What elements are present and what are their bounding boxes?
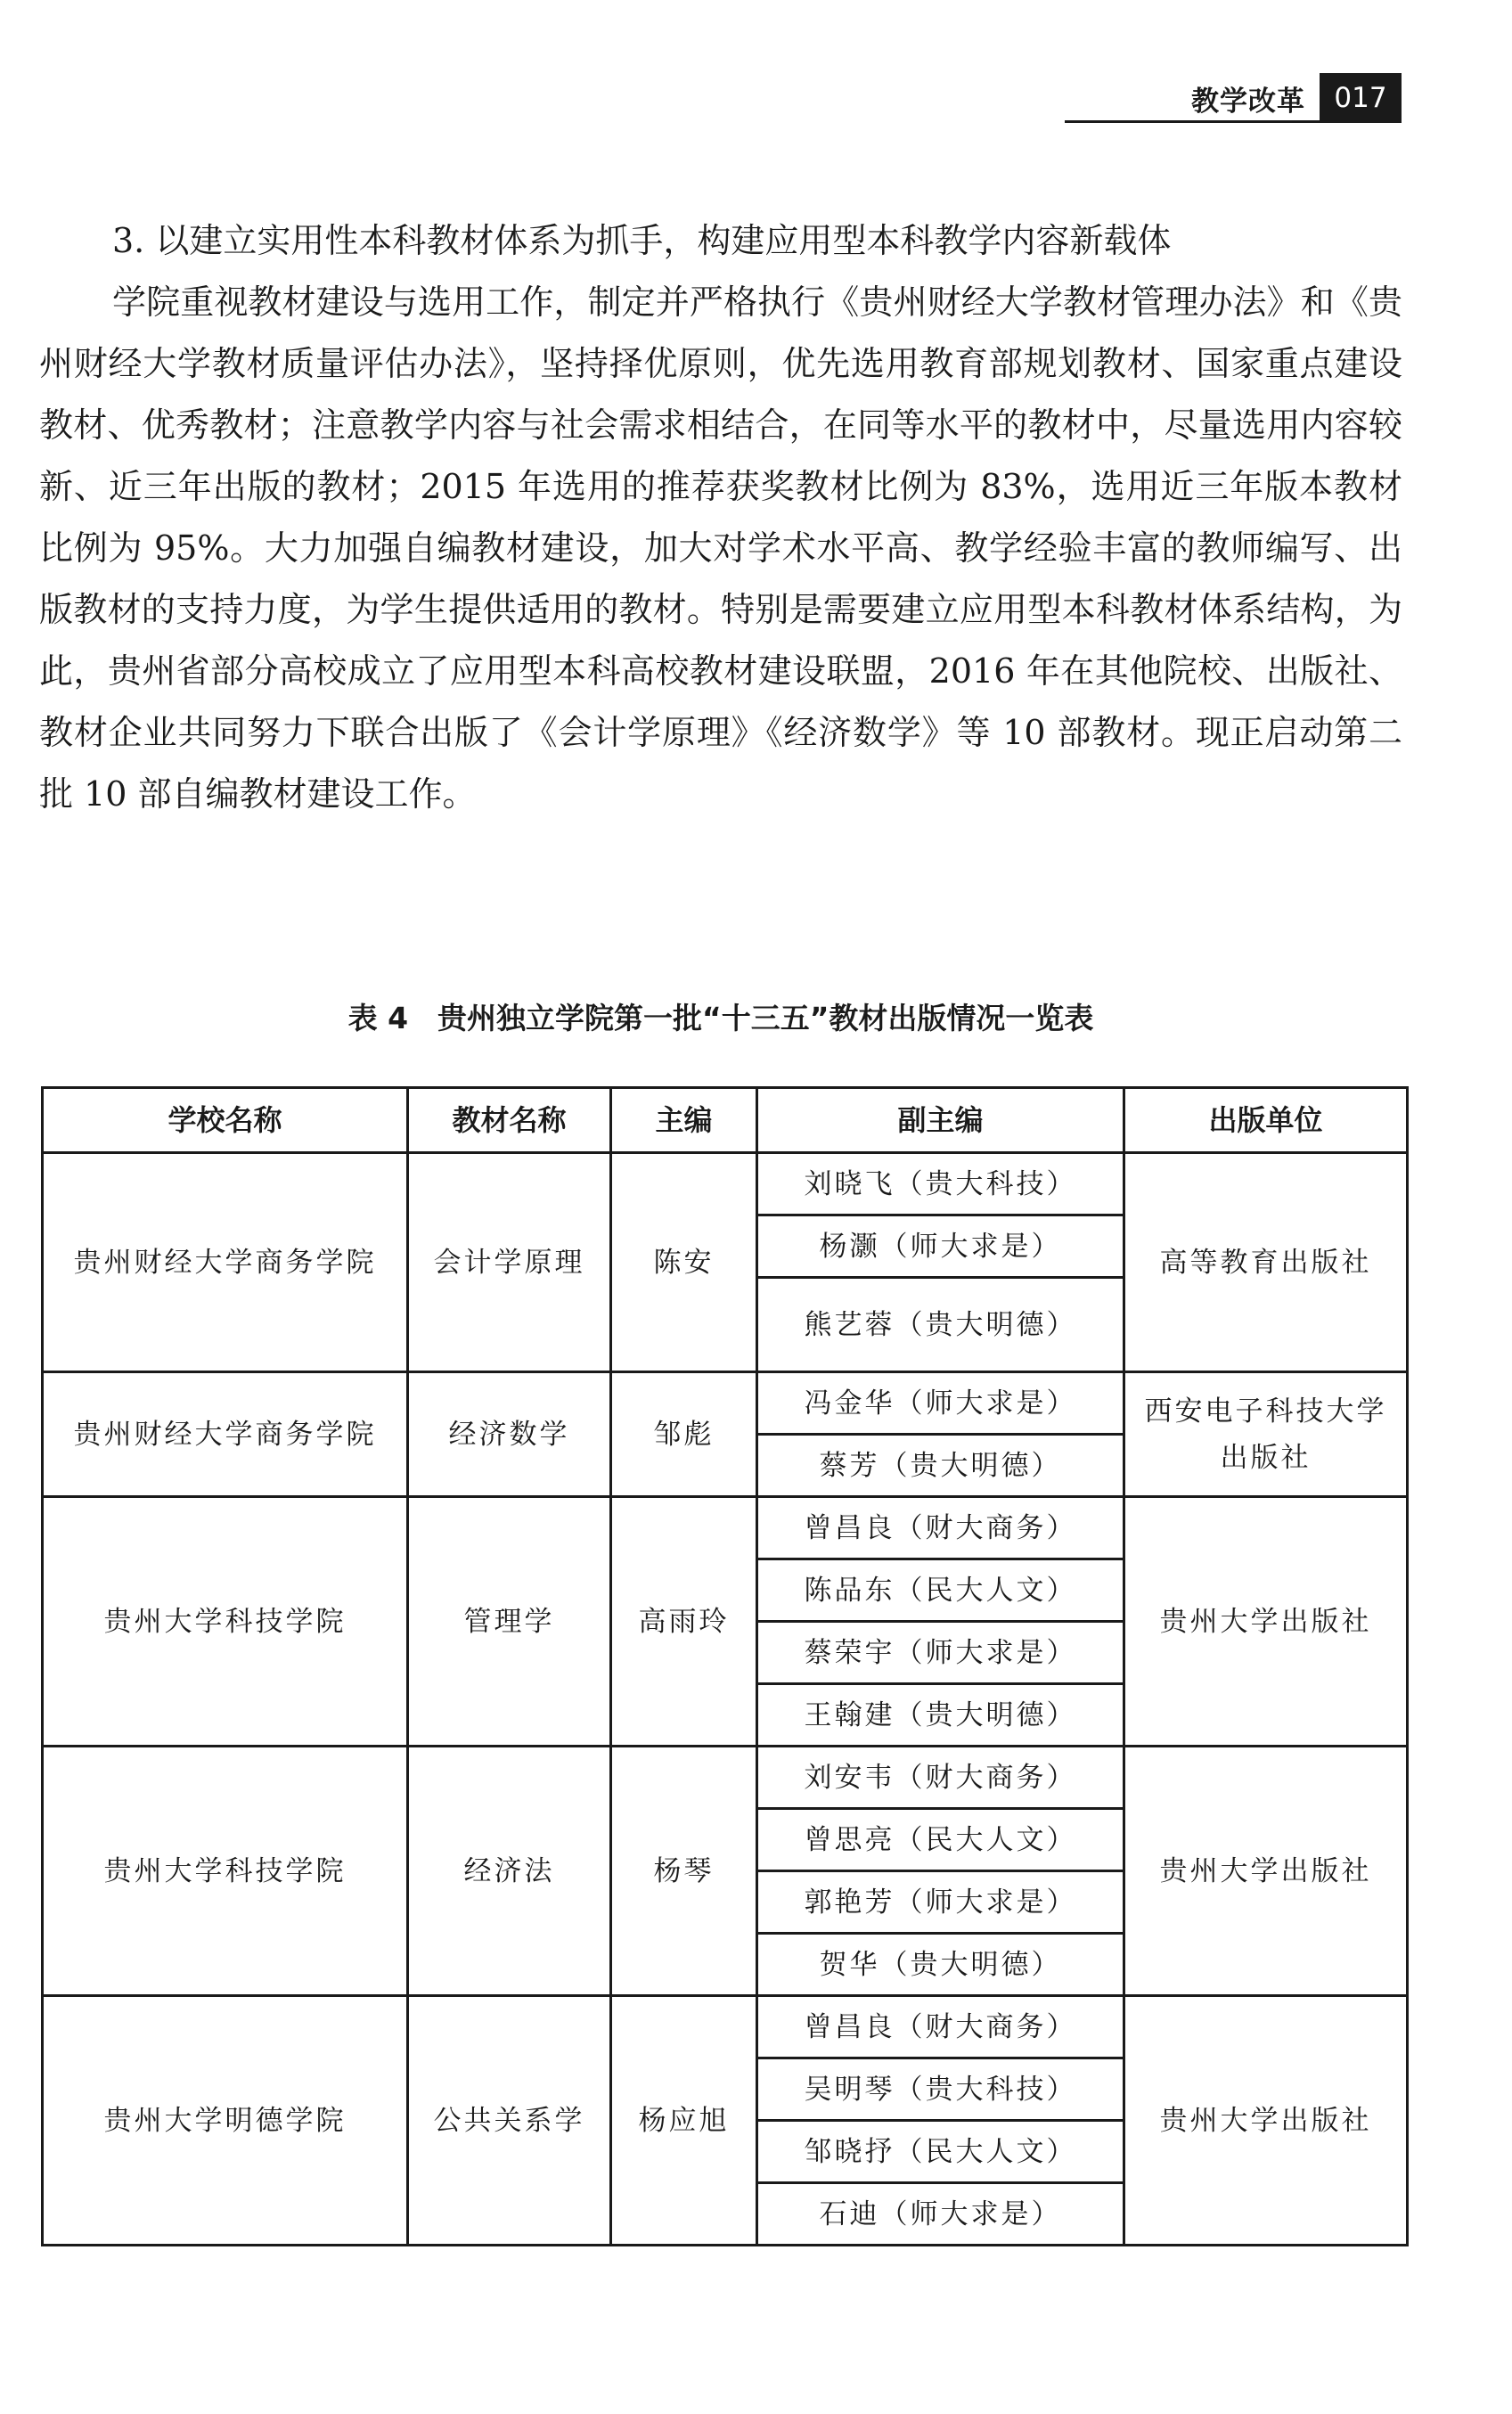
publisher-cell: 贵州大学出版社: [1124, 1996, 1408, 2246]
chief-editor-cell: 杨应旭: [611, 1996, 757, 2246]
body-paragraph: 学院重视教材建设与选用工作，制定并严格执行《贵州财经大学教材管理办法》和《贵州财经大学教材质量评估办法》，坚持择优原则，优先选用教育部规划教材、国家重点建设教材、优秀教材；注意教学内容与社会需求相结合，在同等水平的教材中，尽量选用内容较新、近三年出版的教材；2015 年选用的推荐获奖教材比例为 83%，选用近三年版本教材比例为 95%。大力加强自编教材建设，加大对学术水平高、教学经验丰富的教师编写、出版教材的支持力度，为学生提供适用的教材。特别是需要建立应用型本科教材体系结构，为此，贵州省部分高校成立了应用型本科高校教材建设联盟，2016 年在其他院校、出版社、教材企业共同努力下联合出版了《会计学原理》《经济数学》等 10 部教材。现正启动第二批 10 部自编教材建设工作。: [39, 282, 1402, 814]
chief-editor-cell: 邹彪: [611, 1372, 757, 1497]
textbook-cell: 经济数学: [408, 1372, 611, 1497]
school-cell: 贵州财经大学商务学院: [43, 1372, 408, 1497]
body-text: [39, 209, 1402, 825]
deputy-editor-cell: 王翰建（贵大明德）: [757, 1684, 1124, 1747]
header-cell-publisher: 出版单位: [1124, 1088, 1408, 1153]
deputy-editor-cell: 蔡芳（贵大明德）: [757, 1435, 1124, 1497]
deputy-editor-cell: 石迪（师大求是）: [757, 2183, 1124, 2246]
school-cell: 贵州大学科技学院: [43, 1747, 408, 1996]
textbook-cell: 公共关系学: [408, 1996, 611, 2246]
textbook-cell: 经济法: [408, 1747, 611, 1996]
running-header: [1065, 73, 1402, 128]
publisher-cell: 贵州大学出版社: [1124, 1747, 1408, 1996]
table-header-row: [43, 1088, 1408, 1153]
header-title: 教学改革: [1191, 86, 1305, 118]
deputy-editor-cell: 曾昌良（财大商务）: [757, 1497, 1124, 1559]
header-cell-deputy-editor: 副主编: [757, 1088, 1124, 1153]
table-row: [43, 1747, 1408, 1809]
textbook-cell: 管理学: [408, 1497, 611, 1747]
table-row: [43, 1497, 1408, 1559]
header-rule: [1065, 120, 1320, 123]
publisher-cell: 高等教育出版社: [1124, 1153, 1408, 1372]
deputy-editor-cell: 熊艺蓉（贵大明德）: [757, 1278, 1124, 1372]
school-cell: 贵州大学明德学院: [43, 1996, 408, 2246]
page-number: 017: [1320, 73, 1402, 123]
table-caption: 表 4 贵州独立学院第一批“十三五”教材出版情况一览表: [347, 1001, 1094, 1035]
deputy-editor-cell: 刘安韦（财大商务）: [757, 1747, 1124, 1809]
deputy-editor-cell: 蔡荣宇（师大求是）: [757, 1622, 1124, 1684]
table-row: [43, 1153, 1408, 1215]
deputy-editor-cell: 贺华（贵大明德）: [757, 1934, 1124, 1996]
deputy-editor-cell: 冯金华（师大求是）: [757, 1372, 1124, 1435]
header-cell-textbook: 教材名称: [408, 1088, 611, 1153]
publisher-cell: 贵州大学出版社: [1124, 1497, 1408, 1747]
table-row: [43, 1372, 1408, 1435]
deputy-editor-cell: 曾昌良（财大商务）: [757, 1996, 1124, 2058]
chief-editor-cell: 高雨玲: [611, 1497, 757, 1747]
deputy-editor-cell: 曾思亮（民大人文）: [757, 1809, 1124, 1871]
school-cell: 贵州大学科技学院: [43, 1497, 408, 1747]
textbook-cell: 会计学原理: [408, 1153, 611, 1372]
deputy-editor-cell: 刘晓飞（贵大科技）: [757, 1153, 1124, 1215]
school-cell: 贵州财经大学商务学院: [43, 1153, 408, 1372]
deputy-editor-cell: 郭艳芳（师大求是）: [757, 1871, 1124, 1934]
header-cell-school: 学校名称: [43, 1088, 408, 1153]
header-cell-chief-editor: 主编: [611, 1088, 757, 1153]
deputy-editor-cell: 陈品东（民大人文）: [757, 1559, 1124, 1622]
publisher-cell: 西安电子科技大学出版社: [1124, 1372, 1408, 1497]
deputy-editor-cell: 杨灏（师大求是）: [757, 1215, 1124, 1278]
deputy-editor-cell: 吴明琴（贵大科技）: [757, 2058, 1124, 2121]
deputy-editor-cell: 邹晓抒（民大人文）: [757, 2121, 1124, 2183]
section-heading: 3. 以建立实用性本科教材体系为抓手，构建应用型本科教学内容新载体: [112, 221, 1172, 260]
chief-editor-cell: 杨琴: [611, 1747, 757, 1996]
textbook-table: [41, 1086, 1409, 2246]
chief-editor-cell: 陈安: [611, 1153, 757, 1372]
table-row: [43, 1996, 1408, 2058]
